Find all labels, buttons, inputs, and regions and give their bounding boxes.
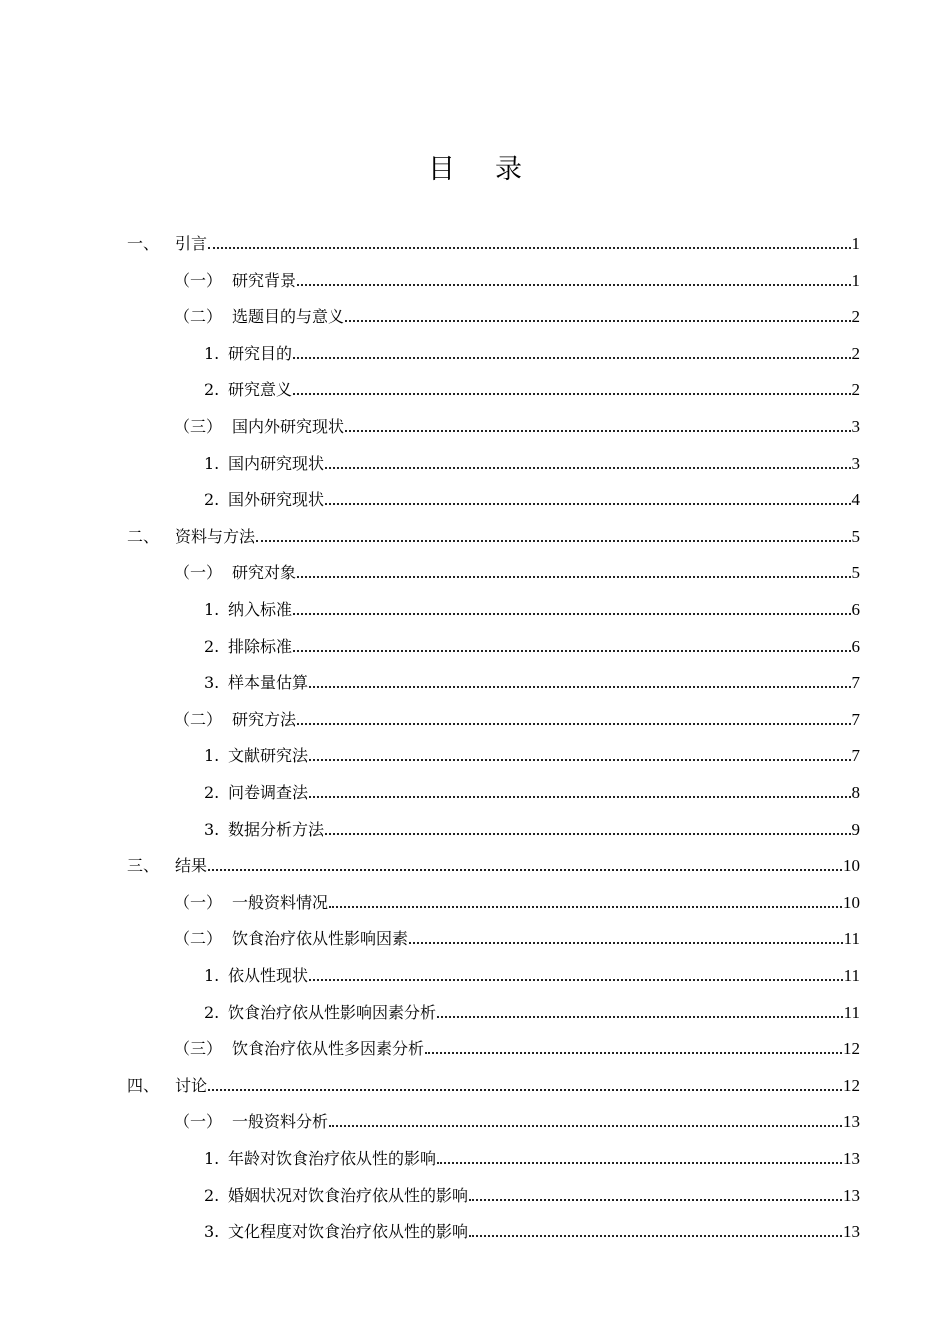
toc-entry-page-number: 5 — [851, 563, 860, 583]
toc-entry-number: 三、 — [127, 856, 160, 876]
toc-entry-page-number: 12 — [843, 1039, 860, 1059]
toc-entry-page-number: 4 — [851, 490, 860, 510]
toc-entry-label: 排除标准 — [228, 636, 293, 656]
toc-entry-page-number: 8 — [851, 783, 860, 802]
toc-entry-number: 1. — [204, 966, 220, 985]
toc-entry[interactable] — [204, 657, 860, 693]
toc-dot-leader — [256, 540, 850, 542]
toc-entry-label: 纳入标准 — [228, 600, 293, 619]
toc-dot-leader — [293, 357, 850, 359]
toc-entry-label: 资料与方法 — [175, 526, 256, 546]
toc-entry-page-number: 11 — [843, 966, 860, 985]
toc-entry-page-number: 13 — [843, 1149, 860, 1168]
toc-entry[interactable] — [204, 730, 860, 766]
toc-entry[interactable] — [204, 438, 860, 474]
toc-entry-number: 3. — [204, 673, 220, 693]
toc-entry[interactable] — [204, 1170, 860, 1206]
toc-entry-number: 四、 — [127, 1075, 160, 1095]
toc-entry[interactable] — [204, 621, 860, 657]
toc-dot-leader — [208, 247, 850, 249]
toc-entry-page-number: 6 — [851, 636, 860, 656]
toc-entry[interactable] — [174, 694, 860, 730]
toc-entry-label: 依从性现状 — [228, 966, 309, 985]
toc-entry-number: 1. — [204, 746, 220, 766]
toc-entry[interactable] — [204, 804, 860, 840]
toc-dot-leader — [469, 1199, 842, 1201]
toc-dot-leader — [309, 759, 850, 761]
toc-entry-number: 一、 — [127, 234, 160, 253]
toc-entry[interactable] — [174, 291, 860, 327]
toc-dot-leader — [469, 1235, 842, 1237]
toc-dot-leader — [297, 576, 850, 578]
toc-entry-page-number: 2 — [851, 343, 860, 363]
toc-dot-leader — [293, 613, 850, 615]
toc-dot-leader — [345, 430, 850, 432]
toc-entry-label: 选题目的与意义 — [232, 307, 345, 327]
toc-dot-leader — [329, 1125, 842, 1127]
toc-entry-label: 研究意义 — [228, 380, 293, 400]
toc-entry-number: 1. — [204, 453, 220, 473]
toc-entry-label: 文献研究法 — [228, 746, 309, 766]
toc-entry-label: 饮食治疗依从性影响因素 — [232, 929, 409, 949]
toc-entry-page-number: 3 — [851, 417, 860, 436]
page-title-char-1: 目 — [428, 154, 455, 185]
toc-entry-number: （一） — [174, 270, 223, 290]
toc-entry[interactable] — [127, 511, 860, 547]
toc-entry-label: 婚姻状况对饮食治疗依从性的影响 — [228, 1185, 469, 1205]
toc-dot-leader — [345, 320, 850, 322]
toc-entry-page-number: 7 — [851, 709, 860, 729]
toc-entry-number: 1. — [204, 1149, 220, 1168]
toc-entry[interactable] — [174, 255, 860, 291]
toc-entry-label: 饮食治疗依从性影响因素分析 — [228, 1002, 437, 1022]
toc-dot-leader — [325, 833, 850, 835]
toc-entry[interactable] — [174, 547, 860, 583]
toc-entry-number: （三） — [174, 417, 223, 436]
toc-entry-number: 3. — [204, 819, 220, 839]
toc-entry-page-number: 2 — [851, 307, 860, 327]
toc-entry[interactable] — [174, 401, 860, 437]
toc-entry[interactable] — [204, 364, 860, 400]
toc-entry-page-number: 13 — [843, 1185, 860, 1205]
toc-entry-page-number: 10 — [843, 856, 860, 876]
page-title — [0, 150, 950, 190]
toc-entry-number: 1. — [204, 343, 220, 363]
toc-entry-page-number: 1 — [851, 270, 860, 290]
toc-entry[interactable] — [174, 877, 860, 913]
toc-entry-number: （二） — [174, 929, 223, 949]
toc-entry[interactable] — [127, 218, 860, 254]
toc-dot-leader — [309, 796, 850, 798]
toc-entry[interactable] — [204, 1133, 860, 1169]
toc-entry-page-number: 9 — [851, 819, 860, 839]
toc-entry-page-number: 10 — [843, 892, 860, 912]
toc-entry-label: 文化程度对饮食治疗依从性的影响 — [228, 1222, 469, 1242]
toc-entry-label: 研究方法 — [232, 709, 297, 729]
toc-entry-label: 数据分析方法 — [228, 819, 325, 839]
toc-entry-number: （一） — [174, 892, 223, 912]
toc-entry-label: 饮食治疗依从性多因素分析 — [232, 1039, 425, 1059]
toc-entry[interactable] — [174, 1096, 860, 1132]
toc-entry-page-number: 7 — [851, 673, 860, 693]
toc-dot-leader — [309, 686, 850, 688]
toc-dot-leader — [409, 942, 843, 944]
toc-dot-leader — [437, 1162, 842, 1164]
toc-entry-label: 研究目的 — [228, 343, 293, 363]
toc-entry-page-number: 11 — [843, 1002, 860, 1022]
toc-entry-number: 2. — [204, 1185, 220, 1205]
toc-entry[interactable] — [204, 474, 860, 510]
toc-entry-page-number: 1 — [851, 234, 860, 253]
toc-dot-leader — [297, 723, 850, 725]
toc-dot-leader — [325, 503, 850, 505]
toc-entry-page-number: 12 — [843, 1075, 860, 1095]
toc-dot-leader — [297, 284, 850, 286]
toc-entry-page-number: 6 — [851, 600, 860, 619]
toc-entry[interactable] — [204, 328, 860, 364]
toc-entry[interactable] — [127, 1060, 860, 1096]
toc-entry[interactable] — [204, 584, 860, 620]
toc-entry[interactable] — [204, 767, 860, 803]
toc-entry-label: 一般资料分析 — [232, 1112, 329, 1132]
toc-dot-leader — [437, 1016, 843, 1018]
toc-entry-number: （二） — [174, 307, 223, 327]
toc-entry-label: 国外研究现状 — [228, 490, 325, 510]
toc-entry-number: 2. — [204, 1002, 220, 1022]
toc-entry[interactable] — [204, 950, 860, 986]
toc-entry[interactable] — [174, 913, 860, 949]
toc-entry-label: 研究对象 — [232, 563, 297, 583]
toc-dot-leader — [325, 467, 850, 469]
toc-dot-leader — [309, 979, 843, 981]
toc-entry-page-number: 3 — [851, 453, 860, 473]
toc-entry[interactable] — [127, 840, 860, 876]
toc-entry-label: 研究背景 — [232, 270, 297, 290]
toc-entry-number: （三） — [174, 1039, 223, 1059]
toc-entry-number: 2. — [204, 380, 220, 400]
toc-entry-label: 一般资料情况 — [232, 892, 329, 912]
toc-entry-label: 国内外研究现状 — [232, 417, 345, 436]
toc-entry-number: 3. — [204, 1222, 220, 1242]
toc-entry-number: 2. — [204, 490, 220, 510]
toc-entry-page-number: 13 — [843, 1222, 860, 1242]
page-title-char-2: 录 — [495, 154, 522, 185]
toc-entry-page-number: 11 — [843, 929, 860, 949]
toc-entry[interactable] — [174, 1023, 860, 1059]
toc-dot-leader — [329, 906, 842, 908]
toc-entry-number: （一） — [174, 563, 223, 583]
toc-entry[interactable] — [204, 987, 860, 1023]
toc-dot-leader — [293, 650, 850, 652]
toc-entry-label: 国内研究现状 — [228, 453, 325, 473]
toc-entry-label: 样本量估算 — [228, 673, 309, 693]
toc-entry-number: 1. — [204, 600, 220, 619]
toc-entry-page-number: 13 — [843, 1112, 860, 1132]
toc-entry-number: 2. — [204, 636, 220, 656]
toc-entry-page-number: 2 — [851, 380, 860, 400]
toc-dot-leader — [293, 393, 850, 395]
toc-entry-number: 二、 — [127, 526, 160, 546]
toc-entry-label: 讨论 — [175, 1075, 208, 1095]
toc-entry-page-number: 7 — [851, 746, 860, 766]
toc-entry[interactable] — [204, 1206, 860, 1242]
toc-dot-leader — [425, 1052, 842, 1054]
toc-entry-label: 年龄对饮食治疗依从性的影响 — [228, 1149, 437, 1168]
toc-entry-label: 问卷调查法 — [228, 783, 309, 802]
toc-entry-label: 引言 — [175, 234, 208, 253]
toc-entry-number: （二） — [174, 709, 223, 729]
toc-dot-leader — [208, 1089, 842, 1091]
toc-entry-number: 2. — [204, 783, 220, 802]
toc-entry-number: （一） — [174, 1112, 223, 1132]
toc-entry-page-number: 5 — [851, 526, 860, 546]
toc-entry-label: 结果 — [175, 856, 208, 876]
toc-dot-leader — [208, 869, 842, 871]
